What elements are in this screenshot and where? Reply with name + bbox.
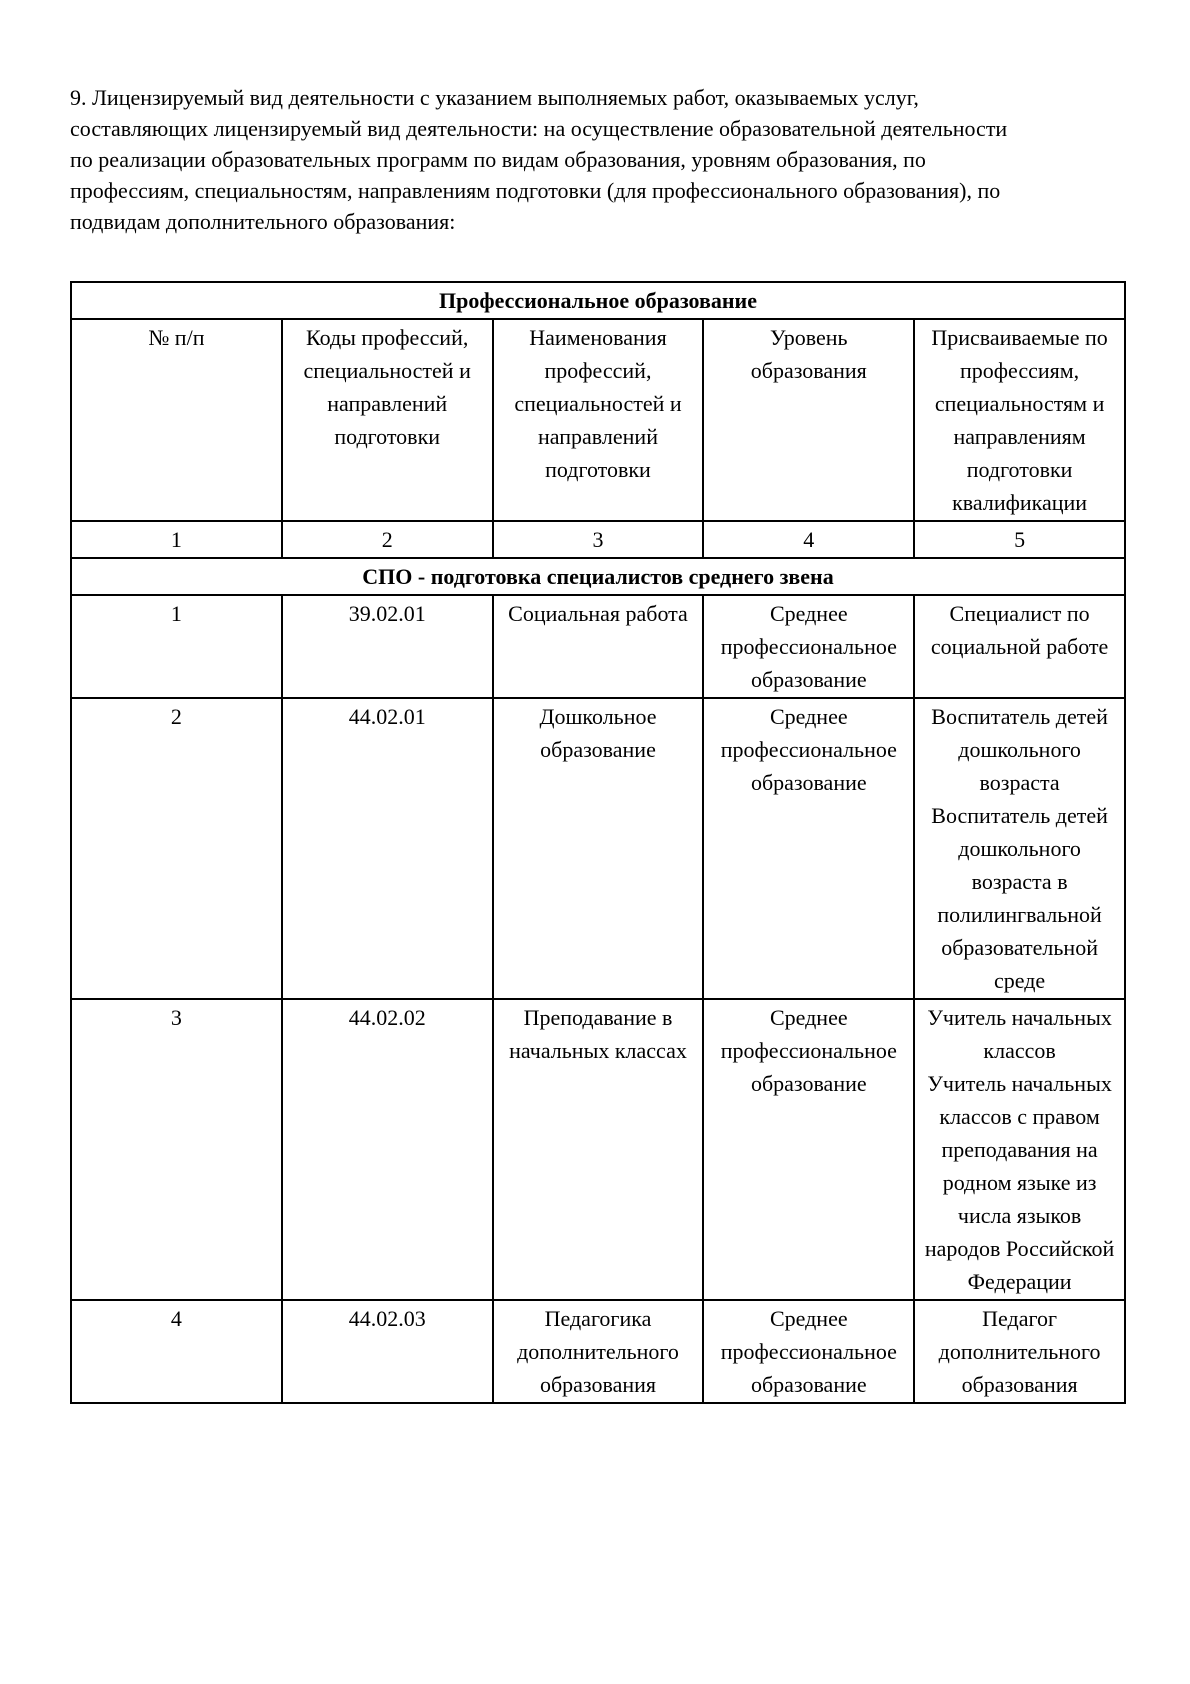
table-row: [71, 698, 1125, 999]
table-header-row: [71, 319, 1125, 521]
cell-row-number: 1: [71, 595, 282, 698]
table-row: [71, 1300, 1125, 1403]
column-header-codes: Коды профессий, специальностей и направлений подготовки: [282, 319, 493, 521]
table-title: Профессиональное образование: [71, 282, 1125, 319]
education-programs-table: [70, 281, 1126, 1404]
cell-qualifications: [914, 999, 1125, 1300]
cell-level: Среднее профессиональное образование: [703, 698, 914, 999]
intro-paragraph: [70, 82, 1126, 237]
section-header: СПО - подготовка специалистов среднего звена: [71, 558, 1125, 595]
cell-name: Социальная работа: [493, 595, 704, 698]
qualification: Учитель начальных классов: [927, 1005, 1112, 1063]
column-number: 4: [703, 521, 914, 558]
column-header-names: Наименования профессий, специальностей и направлений подготовки: [493, 319, 704, 521]
table-title-row: [71, 282, 1125, 319]
paragraph-line: составляющих лицензируемый вид деятельности: на осуществление образовательной деятельности: [70, 116, 1008, 141]
column-header-row-number: № п/п: [71, 319, 282, 521]
column-number: 2: [282, 521, 493, 558]
paragraph-line: профессиям, специальностям, направлениям подготовки (для профессионального образования), по: [70, 178, 1001, 203]
table-row: [71, 595, 1125, 698]
qualification: Учитель начальных классов с правом преподавания на родном языке из числа языков народов Российской Федерации: [924, 1071, 1115, 1294]
qualification: Воспитатель детей дошкольного возраста в полилингвальной образовательной среде: [931, 803, 1108, 993]
qualification: Педагог дополнительного образования: [938, 1306, 1101, 1397]
cell-code: 44.02.01: [282, 698, 493, 999]
cell-name: Преподавание в начальных классах: [493, 999, 704, 1300]
cell-name: Дошкольное образование: [493, 698, 704, 999]
column-header-level: Уровень образования: [703, 319, 914, 521]
cell-qualifications: [914, 595, 1125, 698]
cell-level: Среднее профессиональное образование: [703, 999, 914, 1300]
cell-name: Педагогика дополнительного образования: [493, 1300, 704, 1403]
cell-code: 44.02.03: [282, 1300, 493, 1403]
column-number: 3: [493, 521, 704, 558]
cell-code: 44.02.02: [282, 999, 493, 1300]
cell-row-number: 2: [71, 698, 282, 999]
cell-level: Среднее профессиональное образование: [703, 595, 914, 698]
cell-qualifications: [914, 698, 1125, 999]
qualification: Специалист по социальной работе: [930, 601, 1109, 659]
column-number: 5: [914, 521, 1125, 558]
table-row: [71, 999, 1125, 1300]
section-header-row: [71, 558, 1125, 595]
cell-row-number: 3: [71, 999, 282, 1300]
paragraph-line: 9. Лицензируемый вид деятельности с указанием выполняемых работ, оказываемых услуг,: [70, 85, 919, 110]
column-header-qualifications: Присваиваемые по профессиям, специальностям и направлениям подготовки квалификации: [914, 319, 1125, 521]
column-number: 1: [71, 521, 282, 558]
cell-qualifications: [914, 1300, 1125, 1403]
qualification: Воспитатель детей дошкольного возраста: [931, 704, 1108, 795]
paragraph-line: подвидам дополнительного образования:: [70, 209, 456, 234]
column-numbers-row: [71, 521, 1125, 558]
cell-level: Среднее профессиональное образование: [703, 1300, 914, 1403]
cell-code: 39.02.01: [282, 595, 493, 698]
cell-row-number: 4: [71, 1300, 282, 1403]
paragraph-line: по реализации образовательных программ по видам образования, уровням образования, по: [70, 147, 926, 172]
